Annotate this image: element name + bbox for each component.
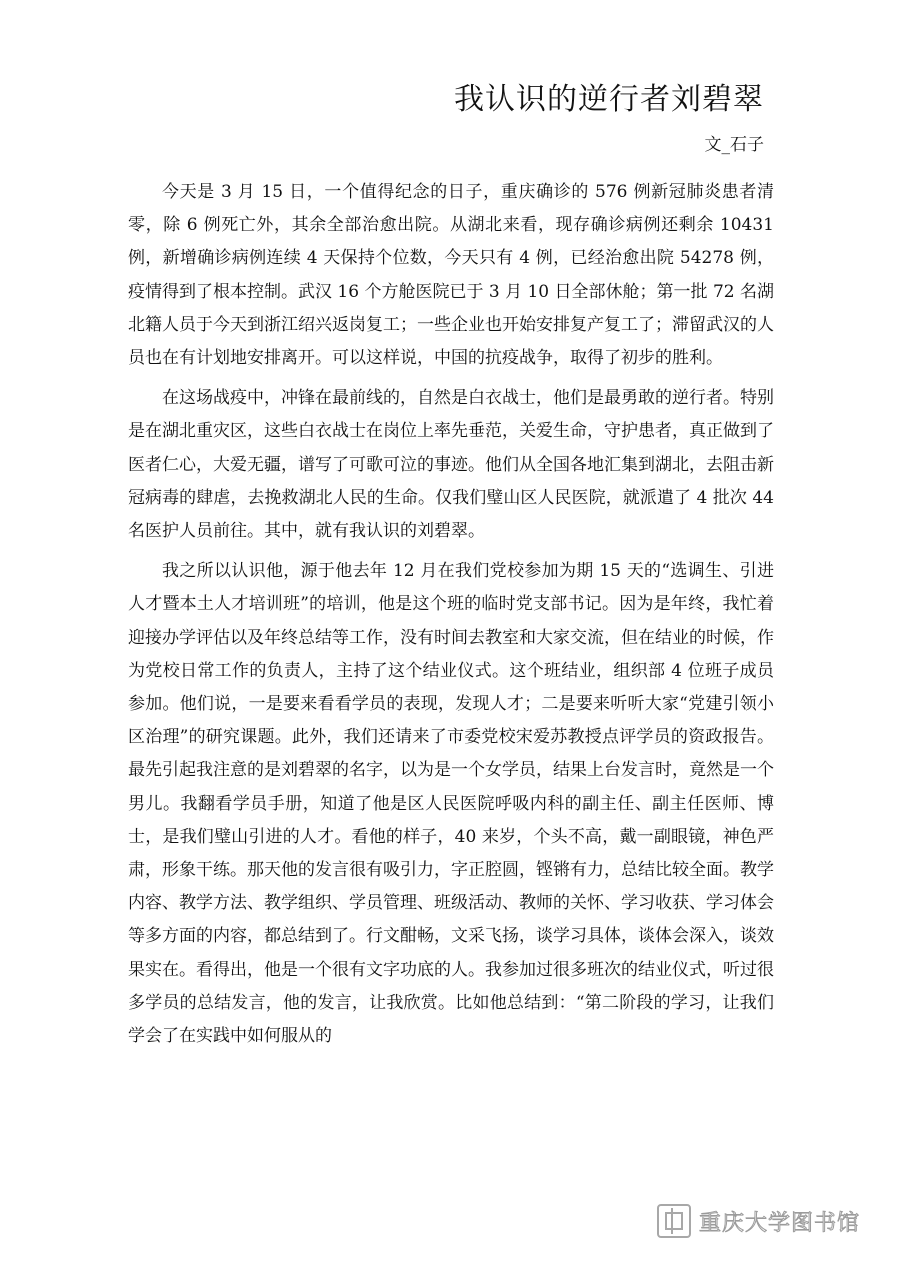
library-watermark [657, 1204, 860, 1238]
library-logo-icon [657, 1204, 691, 1238]
article-author: 文_石子 [704, 135, 764, 155]
paragraph: 我之所以认识他，源于他去年 12 月在我们党校参加为期 15 天的“选调生、引进人才暨本土人才培训班”的培训，他是这个班的临时党支部书记。因为是年终，我忙着迎接办学评估以及年终总结等工作，没有时间去教室和大家交流，但在结业的时候，作为党校日常工作的负责人，主持了这个结业仪式。这个班结业，组织部 4 位班子成员参加。他们说，一是要来看看学员的表现，发现人才；二是要来听听大家“党建引领小区治理”的研究课题。此外，我们还请来了市委党校宋爱苏教授点评学员的资政报告。最先引起我注意的是刘碧翠的名字，以为是一个女学员，结果上台发言时，竟然是一个男儿。我翻看学员手册，知道了他是区人民医院呼吸内科的副主任、副主任医师、博士，是我们璧山引进的人才。看他的样子，40 来岁，个头不高，戴一副眼镜，神色严肃，形象干练。那天他的发言很有吸引力，字正腔圆，铿锵有力，总结比较全面。教学内容、教学方法、教学组织、学员管理、班级活动、教师的关怀、学习收获、学习体会等多方面的内容，都总结到了。行文酣畅，文采飞扬，谈学习具体，谈体会深入，谈效果实在。看得出，他是一个很有文字功底的人。我参加过很多班次的结业仪式，听过很多学员的总结发言，他的发言，让我欣赏。比如他总结到：“第二阶段的学习，让我们学会了在实践中如何服从的 [128, 561, 774, 1047]
watermark-text: 重庆大学图书馆 [698, 1210, 860, 1236]
paragraph: 在这场战疫中，冲锋在最前线的，自然是白衣战士，他们是最勇敢的逆行者。特别是在湖北重灾区，这些白衣战士在岗位上率先垂范，关爱生命，守护患者，真正做到了医者仁心，大爱无疆，谱写了可歌可泣的事迹。他们从全国各地汇集到湖北，去阻击新冠病毒的肆虐，去挽救湖北人民的生命。仅我们璧山区人民医院，就派遣了 4 批次 44 名医护人员前往。其中，就有我认识的刘碧翠。 [128, 388, 774, 542]
article-title: 我认识的逆行者刘碧翠 [454, 82, 764, 117]
paragraph: 今天是 3 月 15 日，一个值得纪念的日子，重庆确诊的 576 例新冠肺炎患者清零，除 6 例死亡外，其余全部治愈出院。从湖北来看，现存确诊病例还剩余 10431 例，新增确诊病例连续 4 天保持个位数，今天只有 4 例，已经治愈出院 54278 例，疫情得到了根本控制。武汉 16 个方舱医院已于 3 月 10 日全部休舱；第一批 72 名湖北籍人员于今天到浙江绍兴返岗复工；一些企业也开始安排复产复工了；滞留武汉的人员也在有计划地安排离开。可以这样说，中国的抗疫战争，取得了初步的胜利。 [128, 182, 774, 369]
article-body [128, 176, 774, 1053]
